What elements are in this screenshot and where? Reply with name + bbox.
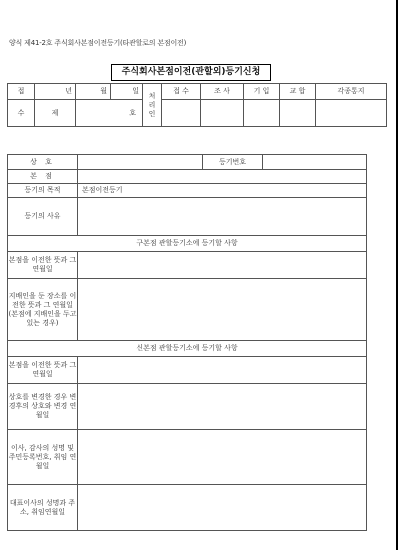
receipt-josa-label: 조 사 — [201, 84, 244, 100]
receipt-month-label: 월 — [76, 84, 111, 100]
receipt-gyohap-box[interactable] — [280, 100, 316, 127]
receipt-notice-label: 각종통지 — [316, 84, 387, 100]
new-move-date-label: 본점을 이전한 뜻과 그 연월일 — [8, 357, 78, 384]
receipt-ho-label: 호 — [76, 100, 143, 127]
directors-value[interactable] — [78, 430, 367, 485]
application-table — [7, 154, 367, 531]
receipt-day-label: 일 — [111, 84, 143, 100]
bonjeom-value[interactable] — [78, 170, 367, 184]
receipt-notice-box[interactable] — [316, 100, 387, 127]
purpose-value[interactable]: 본점이전등기 — [78, 184, 367, 198]
receipt-gyohap-label: 교 합 — [280, 84, 316, 100]
receipt-cheori-label: 처 리 인 — [143, 84, 162, 127]
receipt-giip-label: 기 입 — [244, 84, 280, 100]
receipt-year-label: 년 — [35, 84, 76, 100]
rep-director-value[interactable] — [78, 485, 367, 531]
rep-director-label: 대표이사의 성명과 주소, 취임연월일 — [8, 485, 78, 531]
old-move-date-value[interactable] — [78, 252, 367, 279]
bonjeom-label: 본 점 — [8, 170, 78, 184]
reg-no-label: 등기번호 — [203, 155, 263, 170]
receipt-jeopsu-box[interactable] — [162, 100, 201, 127]
purpose-label: 등기의 목적 — [8, 184, 78, 198]
receipt-jeopsu-label: 접 수 — [162, 84, 201, 100]
reason-label: 등기의 사유 — [8, 198, 78, 236]
form-number-label: 양식 제41-2호 주식회사본점이전등기(타관할로의 본점이전) — [9, 39, 187, 47]
new-office-section-header: 신본점 관할등기소에 등기할 사항 — [8, 341, 367, 357]
old-office-section-header: 구본점 관할등기소에 등기할 사항 — [8, 236, 367, 252]
receipt-je-label: 제 — [35, 100, 76, 127]
receipt-giip-box[interactable] — [244, 100, 280, 127]
directors-label: 이사, 감사의 성명 및 주민등록번호, 취임 연월일 — [8, 430, 78, 485]
receipt-josa-box[interactable] — [201, 100, 244, 127]
sangho-value[interactable] — [78, 155, 203, 170]
receipt-jeop-label: 접 — [8, 84, 35, 100]
manager-move-value[interactable] — [78, 279, 367, 341]
name-change-value[interactable] — [78, 384, 367, 430]
reg-no-value[interactable] — [263, 155, 367, 170]
page-title: 주식회사본점이전(관할외)등기신청 — [111, 64, 271, 81]
old-move-date-label: 본점을 이전한 뜻과 그 연월일 — [8, 252, 78, 279]
manager-move-label: 지배인을 둔 장소를 이전한 뜻과 그 연월일 (본점에 지배인을 두고 있는 경우) — [8, 279, 78, 341]
receipt-su-label: 수 — [8, 100, 35, 127]
new-move-date-value[interactable] — [78, 357, 367, 384]
reason-value[interactable] — [78, 198, 367, 236]
receipt-table — [7, 83, 387, 127]
page-edge — [396, 0, 398, 550]
name-change-label: 상호를 변경한 경우 변경후의 상호와 변경 연월일 — [8, 384, 78, 430]
sangho-label: 상 호 — [8, 155, 78, 170]
